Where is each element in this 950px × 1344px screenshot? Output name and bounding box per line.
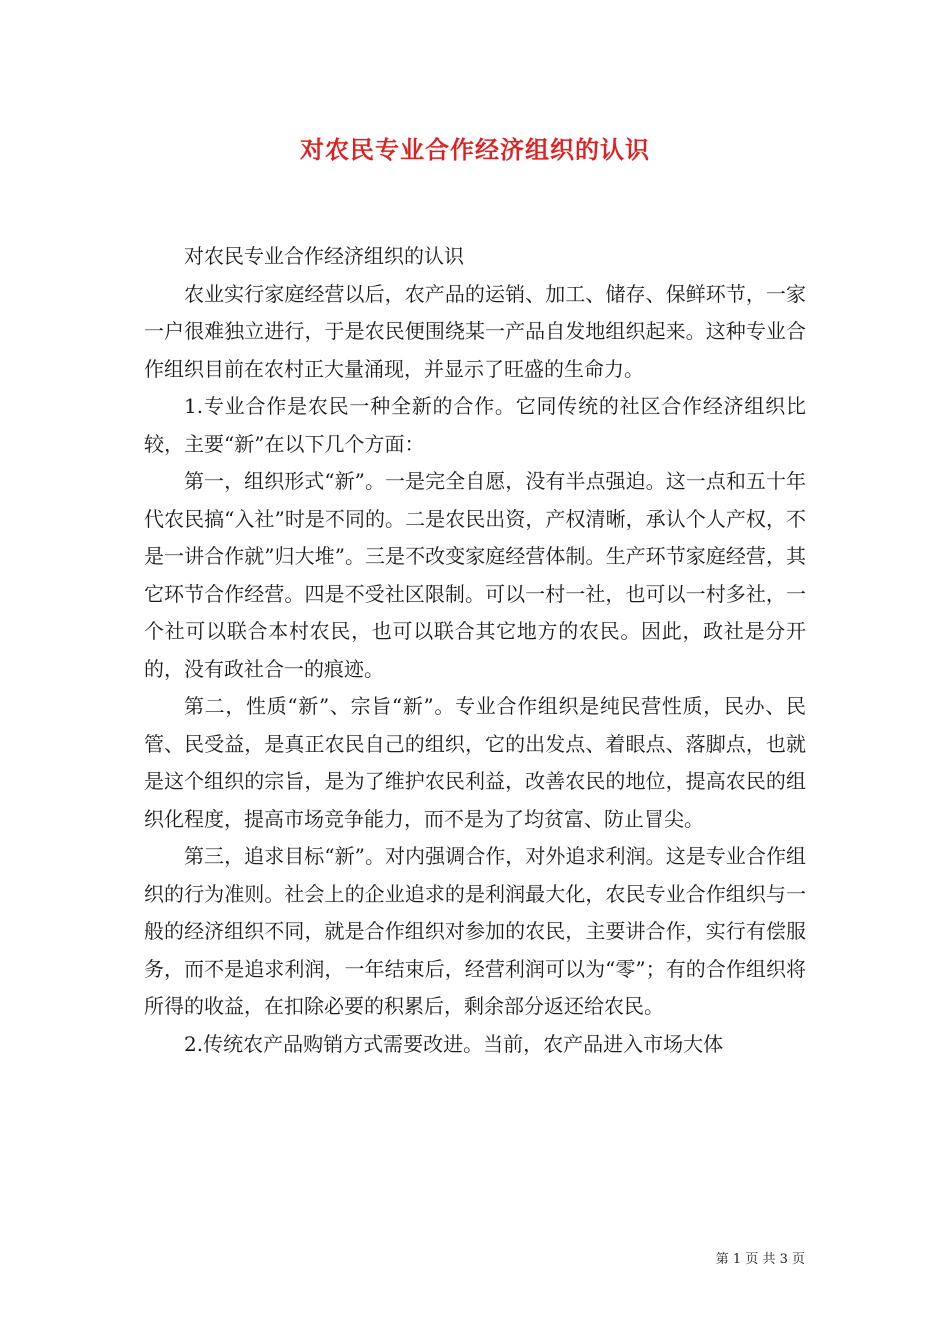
paragraph-section-2: 2.传统农产品购销方式需要改进。当前，农产品进入市场大体 [184, 1031, 724, 1056]
document-title: 对农民专业合作经济组织的认识 [300, 135, 650, 164]
paragraph-first: 第一，组织形式“新”。一是完全自愿，没有半点强迫。这一点和五十年代农民搞“入社”时是不同的。二是农民出资，产权清晰，承认个人产权，不是一讲合作就”归大堆”。三是不改变家庭经营体制。生产环节家庭经营，其它环节合作经营。四是不受社区限制。可以一村一社，也可以一村多社，一个社可以联合本村农民，也可以联合其它地方的农民。因此，政社是分开的，没有政社合一的痕迹。 [144, 469, 806, 681]
document-body [144, 238, 806, 1063]
page-number: 第 1 页 共 3 页 [715, 1252, 805, 1267]
paragraph-subtitle: 对农民专业合作经济组织的认识 [184, 244, 464, 268]
paragraph-second: 第二，性质“新”、宗旨“新”。专业合作组织是纯民营性质，民办、民管、民受益，是真正农民自己的组织，它的出发点、着眼点、落脚点，也就是这个组织的宗旨，是为了维护农民利益，改善农民的地位，提高农民的组织化程度，提高市场竞争能力，而不是为了均贫富、防止冒尖。 [144, 694, 806, 831]
paragraph-third: 第三，追求目标“新”。对内强调合作，对外追求利润。这是专业合作组织的行为准则。社会上的企业追求的是利润最大化，农民专业合作组织与一般的经济组织不同，就是合作组织对参加的农民，主要讲合作，实行有偿服务，而不是追求利润，一年结束后，经营利润可以为“零”；有的合作组织将所得的收益，在扣除必要的积累后，剩余部分返还给农民。 [144, 844, 806, 1018]
paragraph-intro: 农业实行家庭经营以后，农产品的运销、加工、储存、保鲜环节，一家一户很难独立进行，于是农民便围绕某一产品自发地组织起来。这种专业合作组织目前在农村正大量涌现，并显示了旺盛的生命力。 [144, 281, 806, 381]
paragraph-section-1: 1.专业合作是农民一种全新的合作。它同传统的社区合作经济组织比较，主要“新”在以下几个方面： [144, 394, 806, 456]
